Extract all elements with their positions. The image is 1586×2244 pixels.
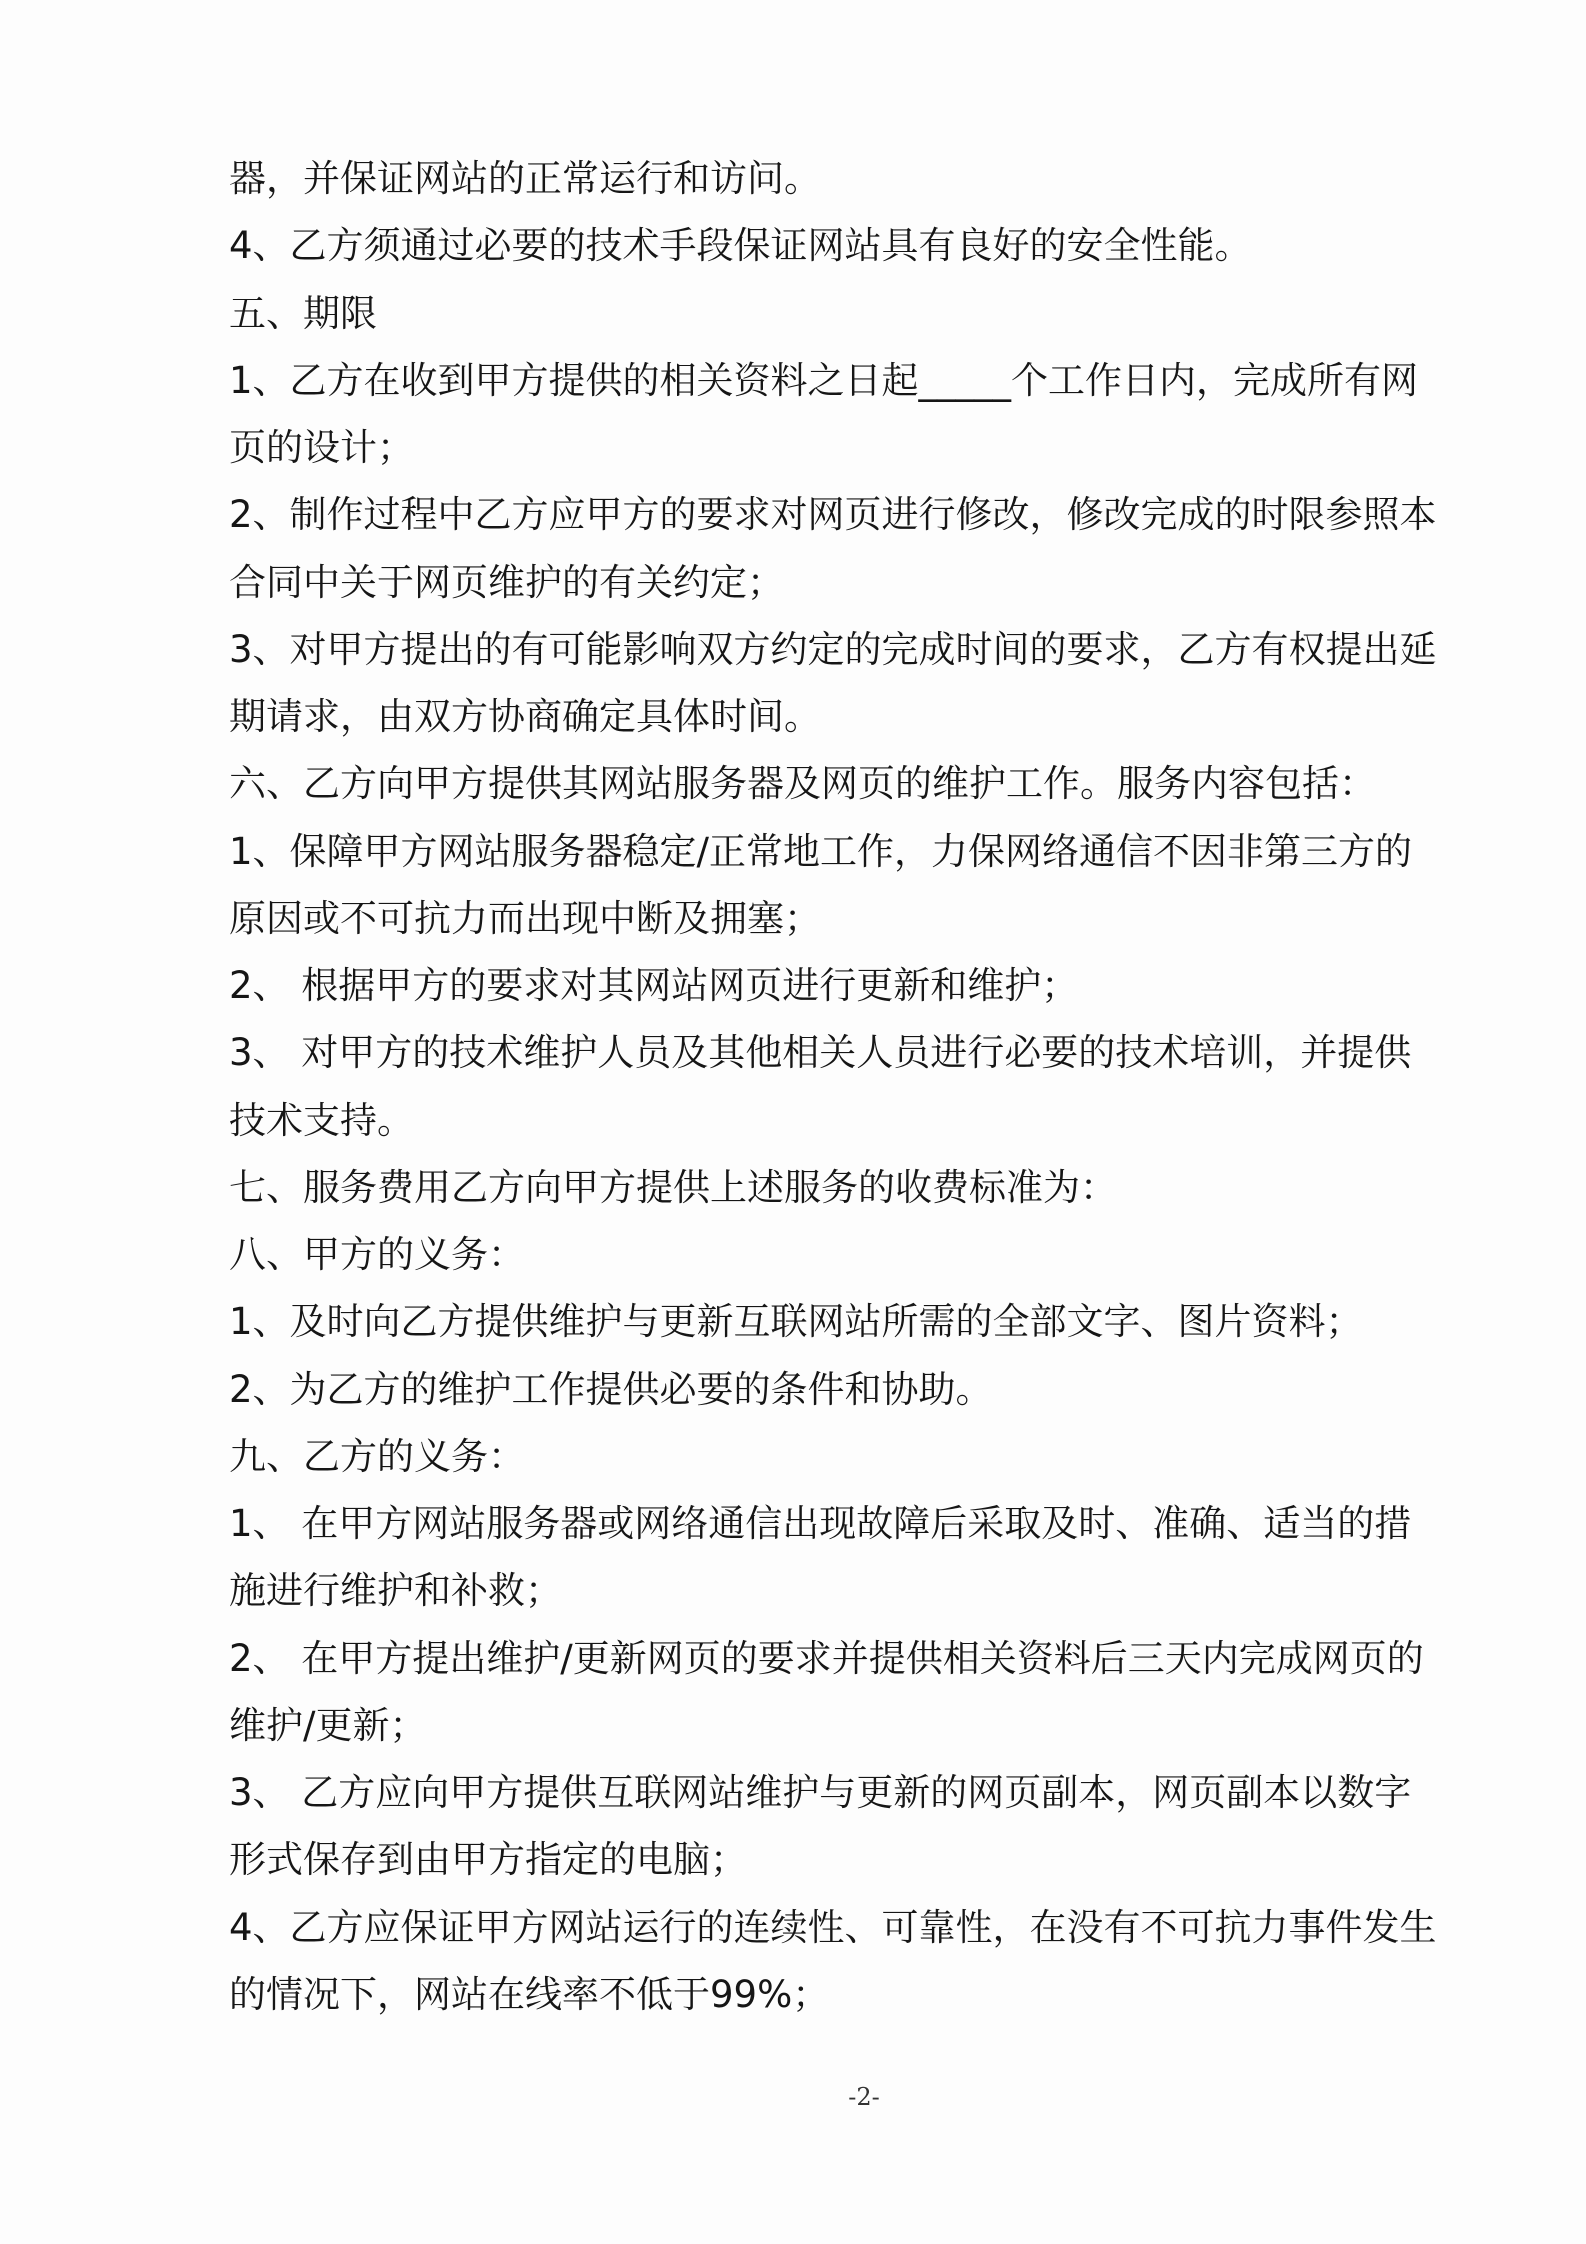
text-line: 3、 乙方应向甲方提供互联网站维护与更新的网页副本，网页副本以数字 xyxy=(229,1771,1412,1814)
text-line: 2、 在甲方提出维护/更新网页的要求并提供相关资料后三天内完成网页的 xyxy=(229,1636,1424,1680)
text-line: 1、保障甲方网站服务器稳定/正常地工作，力保网络通信不因非第三方的 xyxy=(229,829,1413,873)
text-line: 3、对甲方提出的有可能影响双方约定的完成时间的要求，乙方有权提出延 xyxy=(229,627,1437,671)
contract-body xyxy=(229,145,1479,2028)
page-number: -2- xyxy=(848,2083,880,2111)
section-heading: 七、服务费用乙方向甲方提供上述服务的收费标准为： xyxy=(229,1165,1117,1209)
text-line: 2、制作过程中乙方应甲方的要求对网页进行修改，修改完成的时限参照本 xyxy=(229,493,1437,537)
text-line: 技术支持。 xyxy=(229,1098,414,1142)
text-line: 器，并保证网站的正常运行和访问。 xyxy=(229,157,821,200)
text-line: 1、及时向乙方提供维护与更新互联网站所需的全部文字、图片资料； xyxy=(229,1300,1363,1344)
text-line: 原因或不可抗力而出现中断及拥塞； xyxy=(229,896,821,940)
text-line: 1、乙方在收到甲方提供的相关资料之日起_____个工作日内，完成所有网 xyxy=(229,358,1419,402)
text-line: 4、乙方应保证甲方网站运行的连续性、可靠性，在没有不可抗力事件发生 xyxy=(229,1905,1437,1949)
text-line: 形式保存到由甲方指定的电脑； xyxy=(229,1838,747,1882)
section-heading: 九、乙方的义务： xyxy=(229,1434,525,1478)
text-line: 1、 在甲方网站服务器或网络通信出现故障后采取及时、准确、适当的措 xyxy=(229,1502,1412,1545)
text-line: 4、乙方须通过必要的技术手段保证网站具有良好的安全性能。 xyxy=(229,224,1252,268)
text-line: 3、 对甲方的技术维护人员及其他相关人员进行必要的技术培训，并提供 xyxy=(229,1031,1412,1075)
section-heading: 六、乙方向甲方提供其网站服务器及网页的维护工作。服务内容包括： xyxy=(229,762,1376,806)
text-line: 的情况下，网站在线率不低于99%； xyxy=(229,1972,830,2016)
section-heading: 五、期限 xyxy=(229,291,377,335)
text-line: 2、为乙方的维护工作提供必要的条件和协助。 xyxy=(229,1367,993,1411)
text-line: 2、 根据甲方的要求对其网站网页进行更新和维护； xyxy=(229,964,1079,1007)
text-line: 页的设计； xyxy=(229,426,414,469)
text-line: 维护/更新； xyxy=(229,1703,427,1747)
text-line: 合同中关于网页维护的有关约定； xyxy=(229,560,784,604)
text-line: 施进行维护和补救； xyxy=(229,1569,562,1613)
text-line: 期请求，由双方协商确定具体时间。 xyxy=(229,695,821,738)
section-heading: 八、甲方的义务： xyxy=(229,1233,525,1276)
